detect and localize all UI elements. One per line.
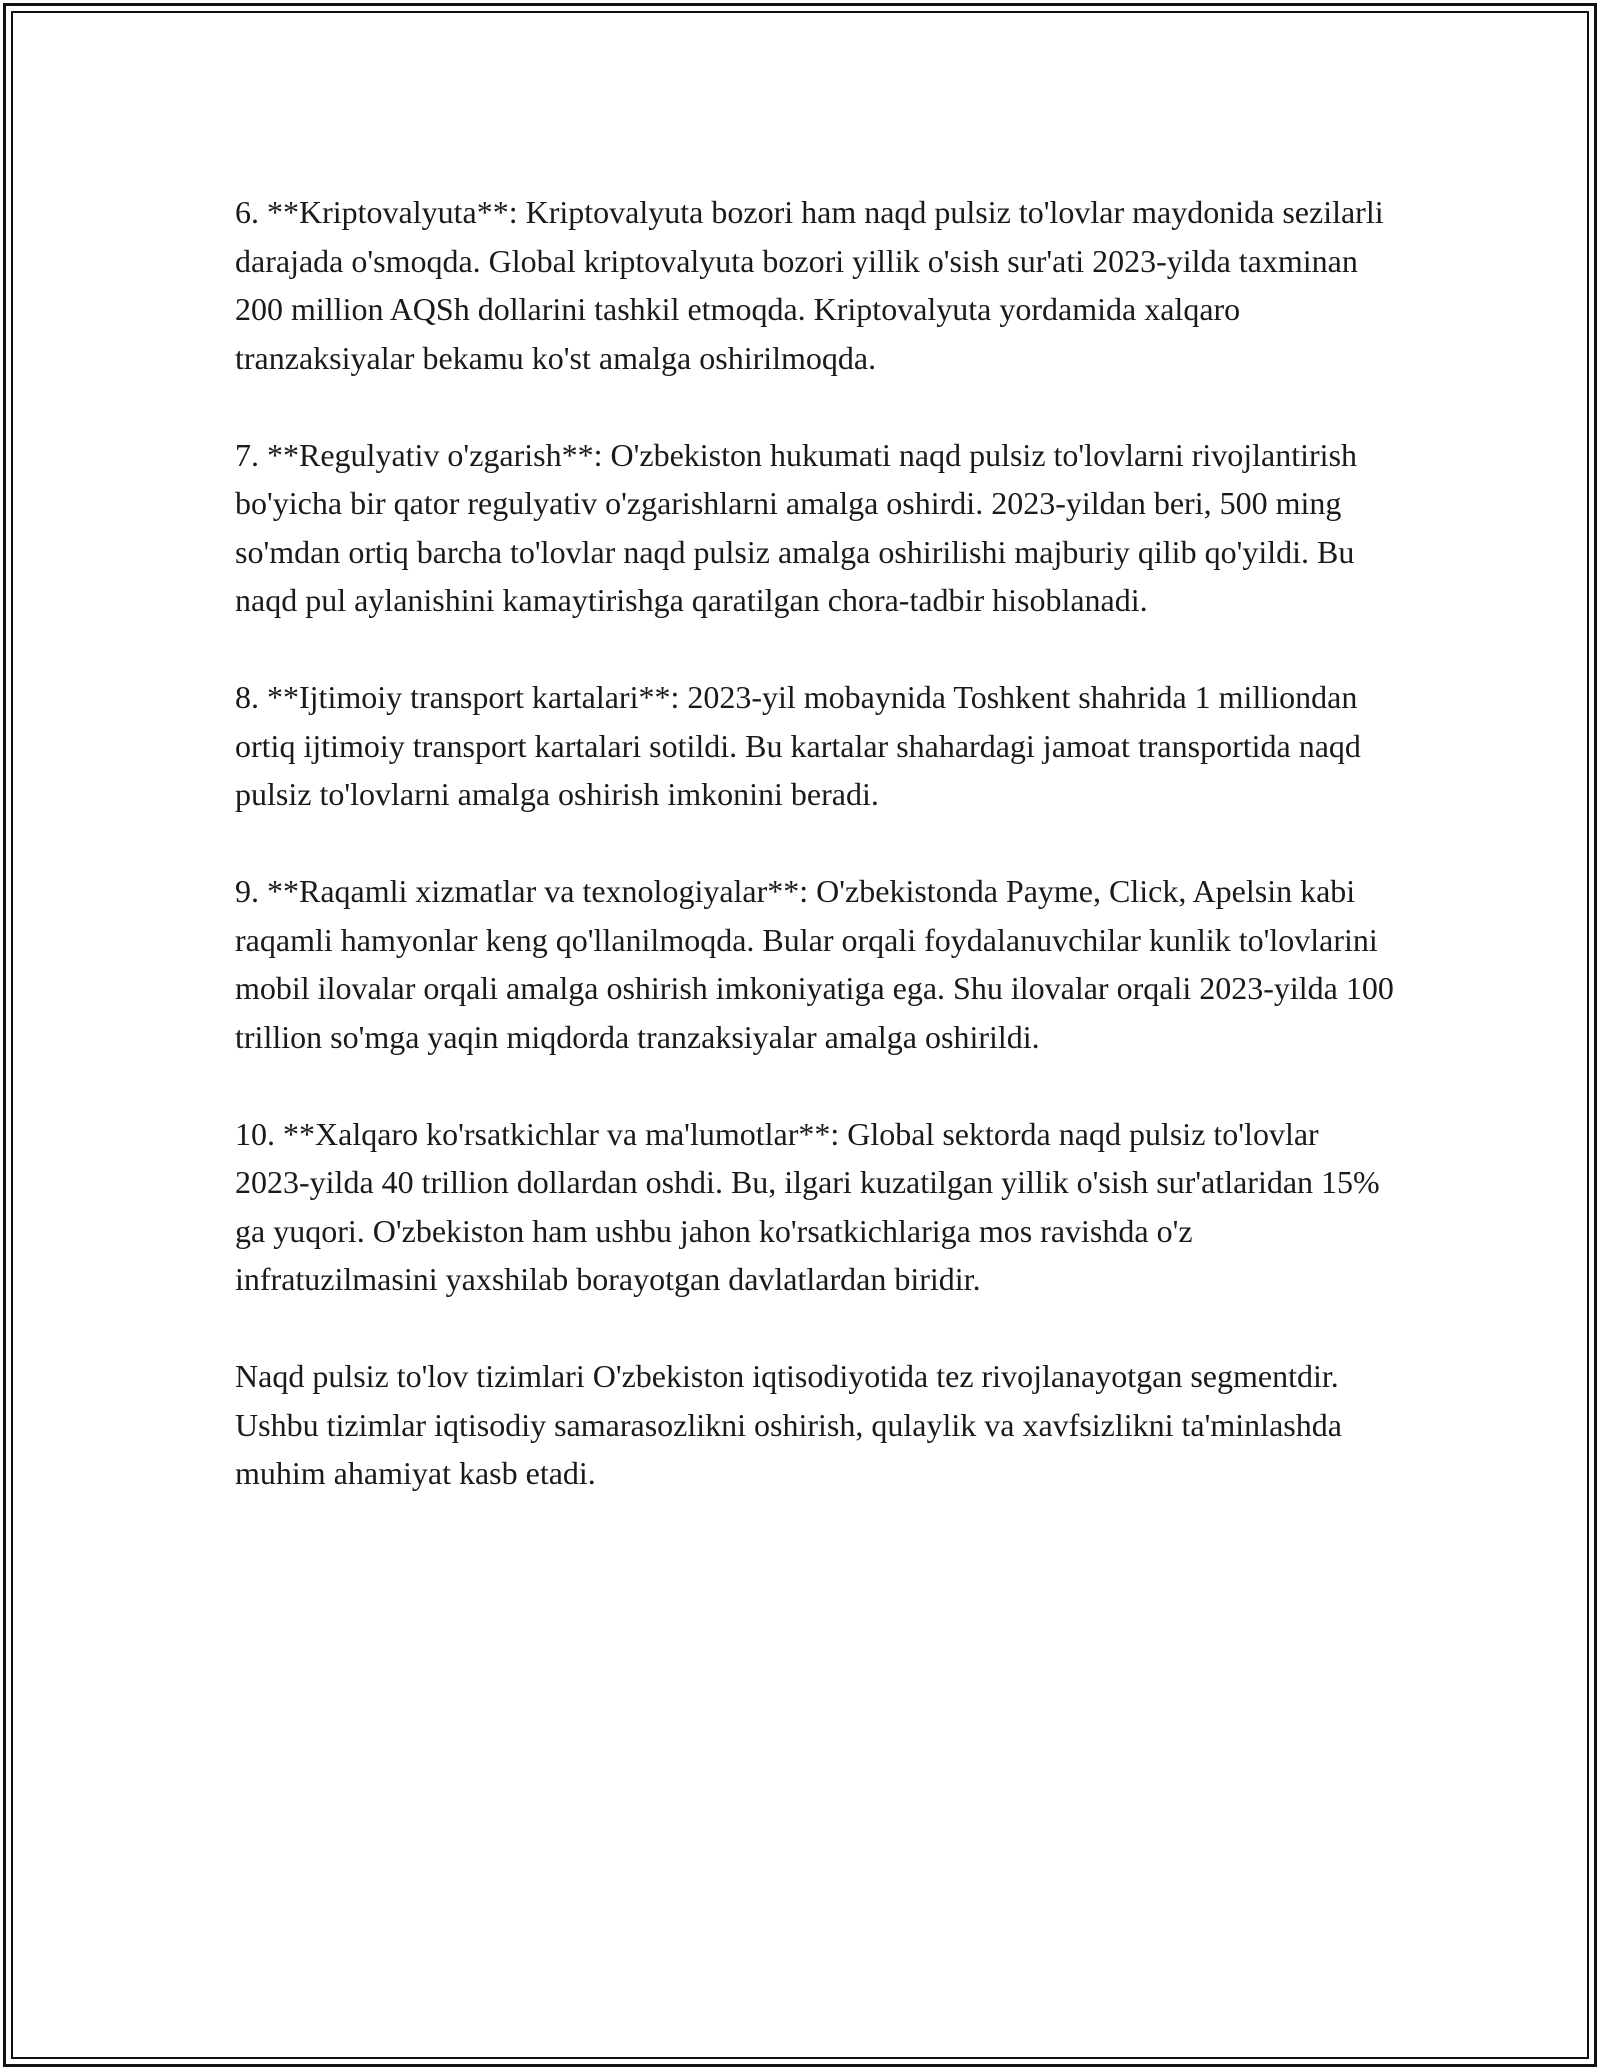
paragraph-digital-services: 9. **Raqamli xizmatlar va texnologiyalar**: O'zbekistonda Payme, Click, Apelsin kabi raqamli hamyonlar keng qo'llanilmoqda. Bular orqali foydalanuvchilar kunlik to'lovlarini mobil ilovalar orqali amalga oshirish imkoniyatiga ega. Shu ilovalar orqali 2023-yilda 100 trillion so'mga yaqin miqdorda tranzaksiyalar amalga oshirildi. [235,873,1394,1055]
paragraph-cryptocurrency: 6. **Kriptovalyuta**: Kriptovalyuta bozori ham naqd pulsiz to'lovlar maydonida sezilarli darajada o'smoqda. Global kriptovalyuta bozori yillik o'sish sur'ati 2023-yilda taxminan 200 million AQSh dollarini tashkil etmoqda. Kriptovalyuta yordamida xalqaro tranzaksiyalar bekamu ko'st amalga oshirilmoqda. [235,194,1384,376]
paragraph-international-indicators: 10. **Xalqaro ko'rsatkichlar va ma'lumotlar**: Global sektorda naqd pulsiz to'lovlar 2023-yilda 40 trillion dollardan oshdi. Bu, ilgari kuzatilgan yillik o'sish sur'atlaridan 15% ga yuqori. O'zbekiston ham ushbu jahon ko'rsatkichlariga mos ravishda o'z infratuzilmasini yaxshilab borayotgan davlatlardan biridir. [235,1115,1380,1297]
document-body [235,188,1395,1498]
paragraph-regulatory-change: 7. **Regulyativ o'zgarish**: O'zbekiston hukumati naqd pulsiz to'lovlarni rivojlantirish bo'yicha bir qator regulyativ o'zgarishlarni amalga oshirdi. 2023-yildan beri, 500 ming so'mdan ortiq barcha to'lovlar naqd pulsiz amalga oshirilishi majburiy qilib qo'yildi. Bu naqd pul aylanishini kamaytirishga qaratilgan chora-tadbir hisoblanadi. [235,436,1358,618]
paragraph-conclusion: Naqd pulsiz to'lov tizimlari O'zbekiston iqtisodiyotida tez rivojlanayotgan segmentdir. Ushbu tizimlar iqtisodiy samarasozlikni oshirish, qulaylik va xavfsizlikni ta'minlashda muhim ahamiyat kasb etadi. [235,1358,1342,1491]
paragraph-transport-cards: 8. **Ijtimoiy transport kartalari**: 2023-yil mobaynida Toshkent shahrida 1 milliondan ortiq ijtimoiy transport kartalari sotildi. Bu kartalar shahardagi jamoat transportida naqd pulsiz to'lovlarni amalga oshirish imkonini beradi. [235,679,1361,812]
